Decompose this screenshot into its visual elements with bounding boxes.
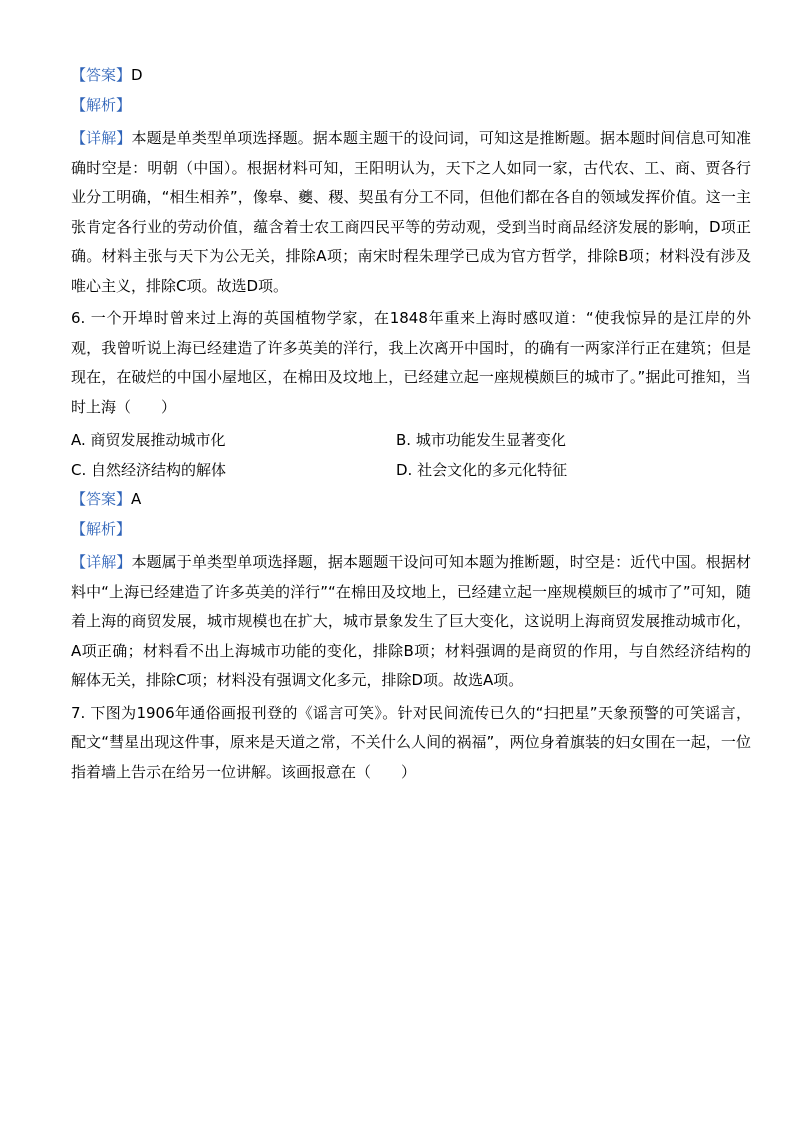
q6-detail <box>71 548 751 696</box>
q5-detail <box>71 124 751 301</box>
q5-answer-label: 【答案】 <box>71 66 132 84</box>
q6-option-b: B. 城市功能发生显著变化 <box>396 431 566 449</box>
q6-option-c: C. 自然经济结构的解体 <box>71 461 227 479</box>
q6-options <box>71 425 751 485</box>
q6-answer <box>71 488 751 511</box>
q5-detail-label: 【详解】 <box>71 129 132 147</box>
q5-answer <box>71 64 751 87</box>
q6-option-a: A. 商贸发展推动城市化 <box>71 431 226 449</box>
q6-answer-label: 【答案】 <box>71 490 132 508</box>
q5-detail-text: 本题是单类型单项选择题。据本题主题干的设问词，可知这是推断题。据本题时间信息可知准确时空是：明朝（中国）。根据材料可知，王阳明认为，天下之人如同一家，古代农、工、商、贾各行业分工明确，“相生相养”，像皋、夔、稷、契虽有分工不同，但他们都在各自的领域发挥价值。这一主张肯定各行业的劳动价值，蕴含着士农工商四民平等的劳动观，受到当时商品经济发展的影响，D项正确。材料主张与天下为公无关，排除A项；南宋时程朱理学已成为官方哲学，排除B项；材料没有涉及唯心主义，排除C项。故选D项。 <box>71 129 751 295</box>
q6-option-d: D. 社会文化的多元化特征 <box>396 461 568 479</box>
document-page <box>71 64 751 787</box>
q7-stem: 7. 下图为1906年通俗画报刊登的《谣言可笑》。针对民间流传已久的“扫把星”天象预警的可笑谣言，配文“彗星出现这件事，原来是天道之常，不关什么人间的祸福”，两位身着旗装的妇女围在一起，一位指着墙上告示在给另一位讲解。该画报意在（ ） <box>71 703 751 781</box>
q5-analysis-label: 【解析】 <box>71 96 132 114</box>
q6-analysis-label: 【解析】 <box>71 520 132 538</box>
q5-answer-value: D <box>131 66 143 84</box>
q6-detail-label: 【详解】 <box>71 553 132 571</box>
q6-answer-value: A <box>131 490 142 508</box>
q6-stem: 6. 一个开埠时曾来过上海的英国植物学家，在1848年重来上海时感叹道：“使我惊异的是江岸的外观，我曾听说上海已经建造了许多英美的洋行，我上次离开中国时，的确有一两家洋行正在建筑；但是现在，在破烂的中国小屋地区，在棉田及坟地上，已经建立起一座规模颇巨的城市了。”据此可推知，当时上海（ ） <box>71 309 751 416</box>
q6-detail-text: 本题属于单类型单项选择题，据本题题干设问可知本题为推断题，时空是：近代中国。根据材料中“上海已经建造了许多英美的洋行”“在棉田及坟地上，已经建立起一座规模颇巨的城市了”可知，随着上海的商贸发展，城市规模也在扩大，城市景象发生了巨大变化，这说明上海商贸发展推动城市化，A项正确；材料看不出上海城市功能的变化，排除B项；材料强调的是商贸的作用，与自然经济结构的解体无关，排除C项；材料没有强调文化多元，排除D项。故选A项。 <box>71 553 751 689</box>
